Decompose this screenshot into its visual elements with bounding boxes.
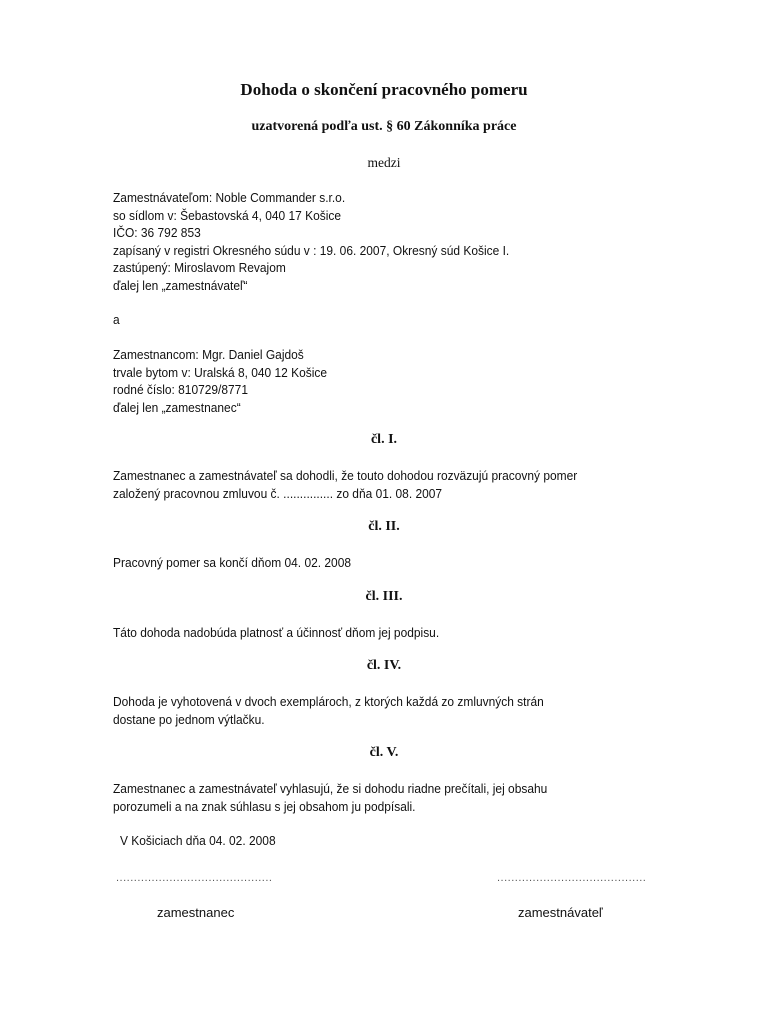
place-date: [120, 832, 635, 850]
employee-alias: ďalej len „zamestnanec“: [113, 399, 241, 415]
article-4-heading: čl. IV.: [366, 658, 402, 673]
employee-block: [113, 346, 628, 416]
employer-seat: so sídlom v: Šebastovská 4, 040 17 Košice: [113, 207, 342, 223]
employee-address: trvale bytom v: Uralská 8, 040 12 Košice: [113, 364, 328, 380]
employee-signature-label: zamestnanec: [157, 905, 235, 920]
employee-birth-number: rodné číslo: 810729/8771: [113, 382, 248, 397]
and-text: a: [113, 312, 120, 327]
employer-registry: zapísaný v registri Okresného súdu v : 19. 06. 2007, Okresný súd Košice I.: [113, 242, 510, 258]
article-1-text: [113, 467, 628, 502]
article-1-heading: čl. I.: [370, 432, 398, 447]
employer-ico: IČO: 36 792 853: [113, 225, 201, 240]
between-word: medzi: [367, 155, 401, 170]
article-1-line-1: Zamestnanec a zamestnávateľ sa dohodli, že touto dohodou rozväzujú pracovný pomer: [113, 468, 578, 483]
employer-signature-line: ..........................................: [497, 872, 647, 884]
article-4-text: [113, 693, 628, 728]
article-5-line-1: Zamestnanec a zamestnávateľ vyhlasujú, že si dohodu riadne prečítali, jej obsahu: [113, 781, 548, 796]
employee-name: Zamestnancom: Mgr. Daniel Gajdoš: [113, 347, 304, 362]
article-5-line-2: porozumeli a na znak súhlasu s jej obsahom ju podpísali.: [113, 798, 416, 814]
article-4-line-2: dostane po jednom výtlačku.: [113, 711, 265, 727]
article-5-text: [113, 780, 628, 815]
article-3-text: [113, 624, 628, 642]
employee-signature-line: ............................................: [116, 872, 273, 884]
and-word: [113, 311, 628, 329]
employer-alias: ďalej len „zamestnávateľ“: [113, 277, 248, 293]
article-5-heading: čl. V.: [369, 745, 399, 760]
employer-representative: zastúpený: Miroslavom Revajom: [113, 260, 286, 275]
document-title: Dohoda o skončení pracovného pomeru: [240, 80, 528, 99]
article-2-line-1: Pracovný pomer sa končí dňom 04. 02. 2008: [113, 555, 352, 570]
document-subtitle: uzatvorená podľa ust. § 60 Zákonníka práce: [251, 119, 517, 134]
article-3-line-1: Táto dohoda nadobúda platnosť a účinnosť dňom jej podpisu.: [113, 625, 440, 640]
employer-block: [113, 189, 628, 294]
article-1-line-2: založený pracovnou zmluvou č. ............... zo dňa 01. 08. 2007: [113, 485, 443, 501]
employer-name: Zamestnávateľom: Noble Commander s.r.o.: [113, 190, 346, 205]
place-date-text: V Košiciach dňa 04. 02. 2008: [120, 833, 276, 848]
employer-signature-label: zamestnávateľ: [518, 905, 603, 920]
article-2-text: [113, 554, 628, 572]
article-3-heading: čl. III.: [365, 589, 403, 604]
article-4-line-1: Dohoda je vyhotovená v dvoch exemplároch, z ktorých každá zo zmluvných strán: [113, 694, 544, 709]
article-2-heading: čl. II.: [368, 519, 400, 534]
